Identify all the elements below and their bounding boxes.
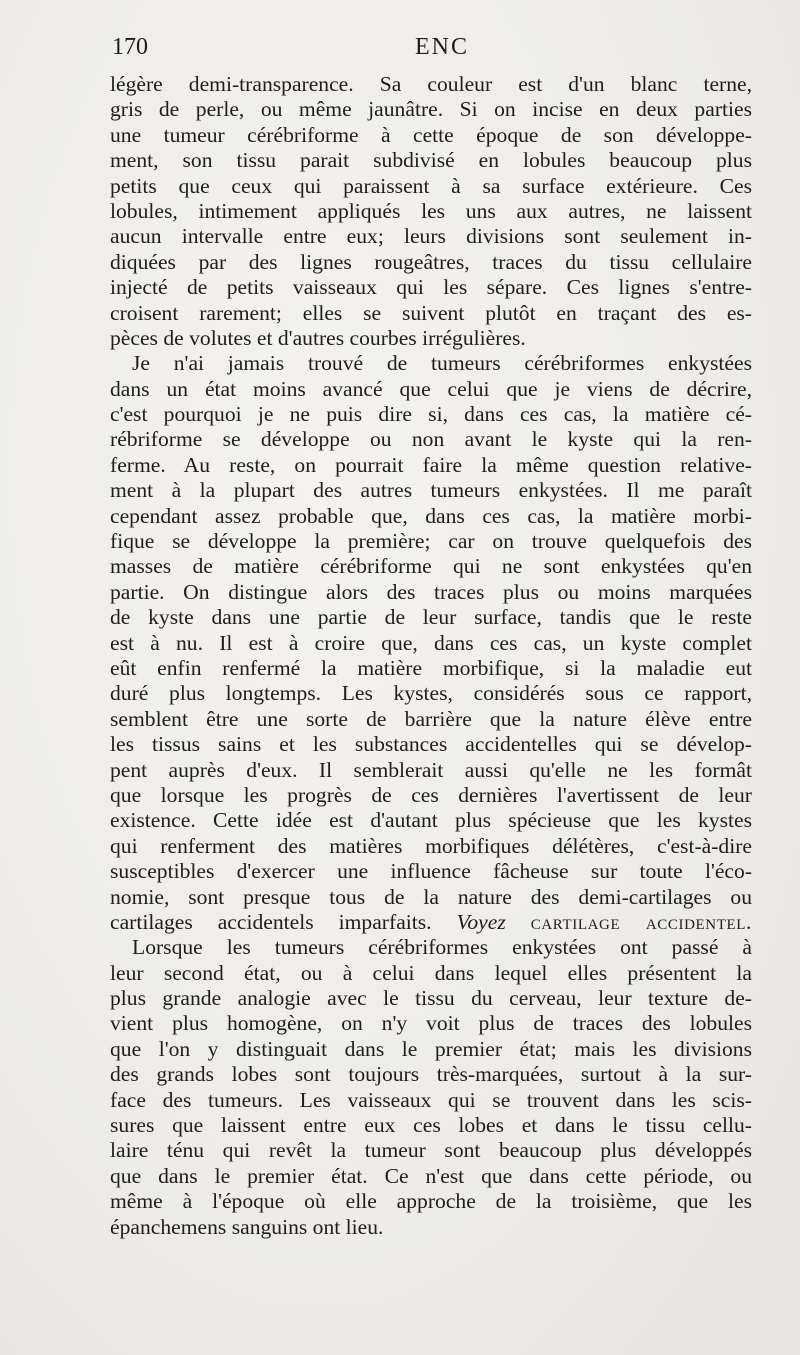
text-line: croisent rarement; elles se suivent plutôt en traçant des es- (110, 300, 752, 325)
text-line: épanchemens sanguins ont lieu. (110, 1214, 384, 1239)
paragraph-start: Je n'ai jamais trouvé de tumeurs cérébriformes enkystées (132, 351, 752, 376)
text-line: plus grande analogie avec le tissu du cerveau, leur texture de- (110, 986, 752, 1011)
text-line: une tumeur cérébriforme à cette époque de son développe- (110, 122, 752, 147)
page-number: 170 (112, 34, 148, 60)
text-line: ferme. Au reste, on pourrait faire la même question relative- (110, 452, 752, 477)
text-line: eût enfin renfermé la matière morbifique, si la maladie eut (110, 655, 752, 680)
text-line: est à nu. Il est à croire que, dans ces cas, un kyste complet (110, 630, 752, 655)
text-line: masses de matière cérébriforme qui ne sont enkystées qu'en (110, 554, 752, 579)
text-line: petits que ceux qui paraissent à sa surface extérieure. Ces (110, 173, 752, 198)
text-line: de kyste dans une partie de leur surface, tandis que le reste (110, 605, 752, 630)
text-line: fique se développe la première; car on trouve quelquefois des (110, 529, 752, 554)
text-line: partie. On distingue alors des traces plus ou moins marquées (110, 579, 752, 604)
text-line: diquées par des lignes rougeâtres, traces du tissu cellulaire (110, 249, 752, 274)
text-line: semblent être une sorte de barrière que la nature élève entre (110, 706, 752, 731)
text-line: susceptibles d'exercer une influence fâcheuse sur toute l'éco- (110, 859, 752, 884)
text-line: gris de perle, ou même jaunâtre. Si on incise en deux parties (110, 97, 752, 122)
text-line: que l'on y distinguait dans le premier état; mais les divisions (110, 1036, 752, 1061)
text-line: ment, son tissu parait subdivisé en lobules beaucoup plus (110, 148, 752, 173)
text-line: vient plus homogène, on n'y voit plus de traces des lobules (110, 1011, 752, 1036)
text-line: rébriforme se développe ou non avant le kyste qui la ren- (110, 427, 752, 452)
line-text: cartilages accidentels imparfaits. (110, 909, 432, 934)
text-line: légère demi-transparence. Sa couleur est d'un blanc terne, (110, 72, 752, 96)
text-line: qui renferment des matières morbifiques délétères, c'est-à-dire (110, 833, 752, 858)
text-line: leur second état, ou à celui dans lequel elles présentent la (110, 960, 752, 985)
cross-reference-italic: Voyez (456, 909, 506, 934)
cross-reference-link: cartilage accidentel. (530, 909, 752, 934)
text-line: pent auprès d'eux. Il semblerait aussi qu'elle ne les formât (110, 757, 752, 782)
text-line-with-cross-reference (110, 910, 752, 935)
text-line: cependant assez probable que, dans ces cas, la matière morbi- (110, 503, 752, 528)
running-head: ENC (415, 34, 469, 60)
text-line: les tissus sains et les substances accidentelles qui se dévelop- (110, 732, 752, 757)
text-line: lobules, intimement appliqués les uns aux autres, ne laissent (110, 198, 752, 223)
text-line: laire ténu qui revêt la tumeur sont beaucoup plus développés (110, 1138, 752, 1163)
paragraph-start: Lorsque les tumeurs cérébriformes enkystées ont passé à (132, 935, 752, 960)
text-line: c'est pourquoi je ne puis dire si, dans ces cas, la matière cé- (110, 402, 752, 427)
text-line: nomie, sont presque tous de la nature des demi-cartilages ou (110, 884, 752, 909)
text-line: des grands lobes sont toujours très-marquées, surtout à la sur- (110, 1062, 752, 1087)
text-line: que dans le premier état. Ce n'est que dans cette période, ou (110, 1163, 752, 1188)
text-line: même à l'époque où elle approche de la troisième, que les (110, 1189, 752, 1214)
text-line: ment à la plupart des autres tumeurs enkystées. Il me paraît (110, 478, 752, 503)
text-line: injecté de petits vaisseaux qui les sépare. Ces lignes s'entre- (110, 275, 752, 300)
text-line: aucun intervalle entre eux; leurs divisions sont seulement in- (110, 224, 752, 249)
text-line: duré plus longtemps. Les kystes, considérés sous ce rapport, (110, 681, 752, 706)
text-line: dans un état moins avancé que celui que je viens de décrire, (110, 376, 752, 401)
page-header (112, 34, 752, 68)
body-text (110, 72, 752, 1240)
text-line: pèces de volutes et d'autres courbes irrégulières. (110, 325, 526, 350)
text-line: face des tumeurs. Les vaisseaux qui se trouvent dans les scis- (110, 1087, 752, 1112)
text-line: existence. Cette idée est d'autant plus spécieuse que les kystes (110, 808, 752, 833)
text-line: sures que laissent entre eux ces lobes et dans le tissu cellu- (110, 1113, 752, 1138)
text-line: que lorsque les progrès de ces dernières l'avertissent de leur (110, 782, 752, 807)
